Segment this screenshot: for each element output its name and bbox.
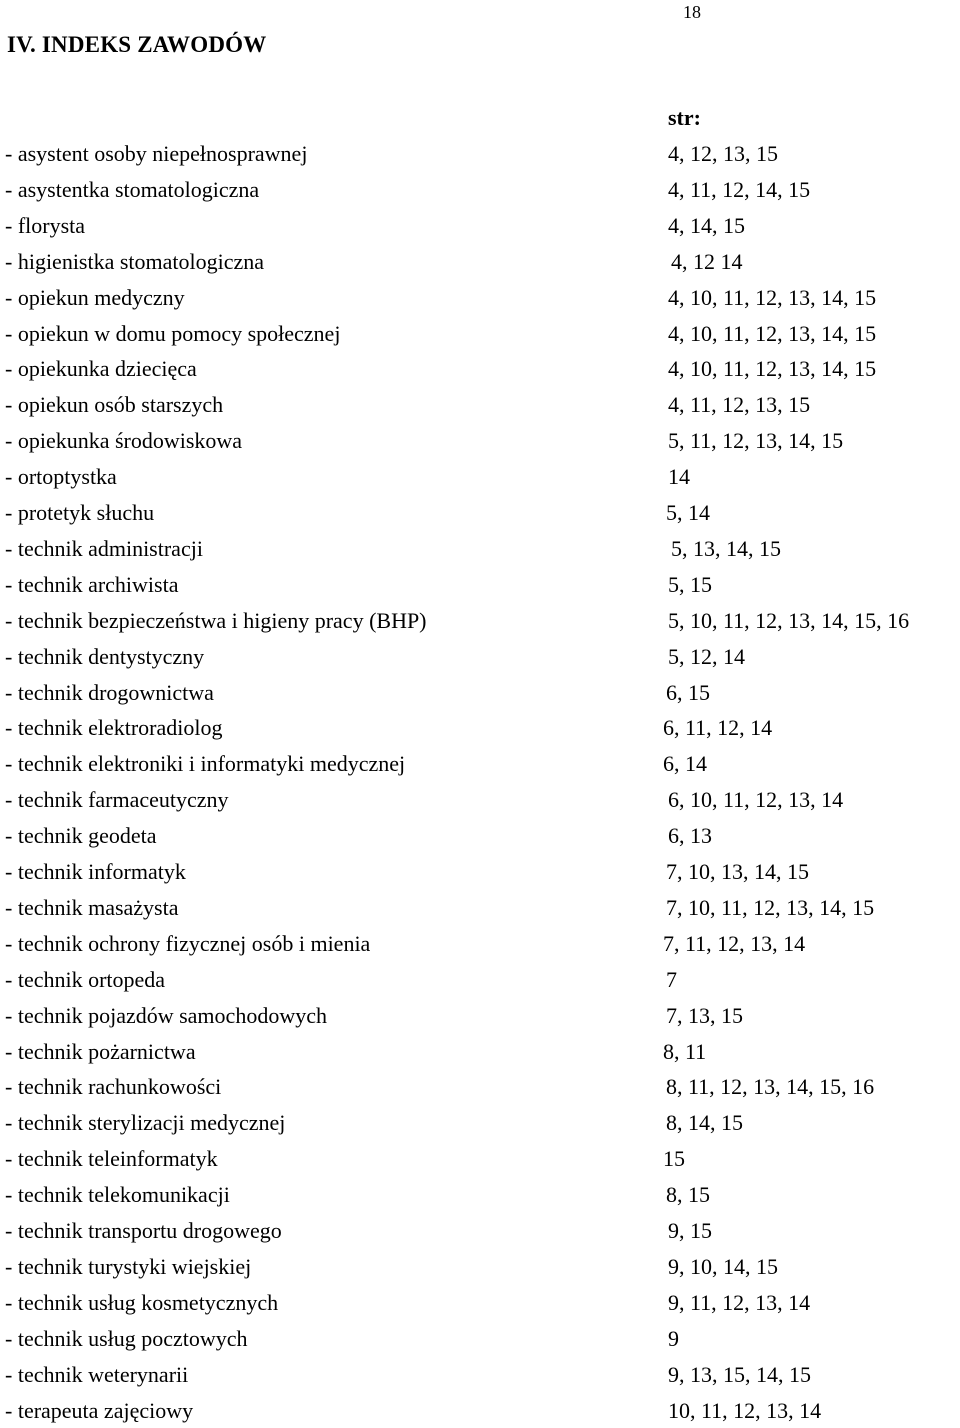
- occupation-name: - technik sterylizacji medycznej: [5, 1110, 286, 1135]
- occupation-name: - technik dentystyczny: [5, 644, 205, 669]
- occupation-pages: 9, 10, 14, 15: [668, 1254, 778, 1279]
- occupation-name: - technik rachunkowości: [5, 1074, 222, 1099]
- occupation-name: - technik archiwista: [5, 572, 179, 597]
- occupation-name: - technik farmaceutyczny: [5, 787, 229, 812]
- list-item: [0, 1394, 960, 1428]
- list-item: [0, 1286, 960, 1320]
- list-item: [0, 568, 960, 602]
- list-item: [0, 1035, 960, 1069]
- occupation-name: - opiekun medyczny: [5, 285, 185, 310]
- list-item: [0, 1070, 960, 1104]
- list-item: [0, 1358, 960, 1392]
- occupation-pages: 4, 11, 12, 13, 15: [668, 392, 811, 417]
- list-item: [0, 963, 960, 997]
- list-item: [0, 1178, 960, 1212]
- page-title: IV. INDEKS ZAWODÓW: [7, 32, 267, 57]
- list-item: [0, 819, 960, 853]
- occupation-pages: 4, 14, 15: [668, 213, 745, 238]
- occupation-pages: 5, 11, 12, 13, 14, 15: [668, 428, 844, 453]
- list-item: [0, 532, 960, 566]
- list-item: [0, 173, 960, 207]
- occupation-name: - technik transportu drogowego: [5, 1218, 282, 1243]
- list-item: [0, 783, 960, 817]
- occupation-pages: 7, 13, 15: [666, 1003, 743, 1028]
- list-item: [0, 1106, 960, 1140]
- occupation-name: - technik masażysta: [5, 895, 179, 920]
- page-number: 18: [683, 2, 701, 22]
- occupation-pages: 4, 10, 11, 12, 13, 14, 15: [668, 321, 877, 346]
- occupation-pages: 8, 11: [663, 1039, 707, 1064]
- occupation-name: - opiekun w domu pomocy społecznej: [5, 321, 341, 346]
- occupation-name: - technik drogownictwa: [5, 680, 214, 705]
- list-item: [0, 460, 960, 494]
- list-item: [0, 245, 960, 279]
- occupation-pages: 8, 15: [666, 1182, 710, 1207]
- occupation-pages: 5, 15: [668, 572, 712, 597]
- occupation-pages: 4, 10, 11, 12, 13, 14, 15: [668, 285, 877, 310]
- occupation-name: - technik pojazdów samochodowych: [5, 1003, 327, 1028]
- occupation-pages: 9, 13, 15, 14, 15: [668, 1362, 811, 1387]
- occupation-name: - technik telekomunikacji: [5, 1182, 230, 1207]
- list-item: [0, 137, 960, 171]
- list-item: [0, 1214, 960, 1248]
- occupation-pages: 8, 11, 12, 13, 14, 15, 16: [666, 1074, 875, 1099]
- occupation-name: - technik geodeta: [5, 823, 157, 848]
- occupation-pages: 5, 14: [666, 500, 710, 525]
- occupation-pages: 9, 11, 12, 13, 14: [668, 1290, 811, 1315]
- occupation-pages: 4, 11, 12, 14, 15: [668, 177, 811, 202]
- list-item: [0, 711, 960, 745]
- list-item: [0, 927, 960, 961]
- occupation-pages: 4, 12 14: [671, 249, 743, 274]
- occupation-pages: 5, 13, 14, 15: [671, 536, 781, 561]
- list-item: [0, 1250, 960, 1284]
- list-item: [0, 640, 960, 674]
- occupation-pages: 14: [668, 464, 690, 489]
- occupation-name: - higienistka stomatologiczna: [5, 249, 265, 274]
- occupation-name: - technik weterynarii: [5, 1362, 189, 1387]
- list-item: [0, 1322, 960, 1356]
- occupation-pages: 5, 12, 14: [668, 644, 745, 669]
- list-item: [0, 747, 960, 781]
- list-item: [0, 496, 960, 530]
- occupation-name: - technik turystyki wiejskiej: [5, 1254, 252, 1279]
- occupation-name: - technik elektroniki i informatyki medycznej: [5, 751, 406, 776]
- occupation-name: - technik teleinformatyk: [5, 1146, 218, 1171]
- occupation-name: - technik bezpieczeństwa i higieny pracy (BHP): [5, 608, 427, 633]
- occupation-pages: 7, 10, 13, 14, 15: [666, 859, 809, 884]
- occupation-name: - technik usług pocztowych: [5, 1326, 248, 1351]
- occupation-name: - asystentka stomatologiczna: [5, 177, 260, 202]
- list-item: [0, 676, 960, 710]
- list-item: [0, 209, 960, 243]
- occupation-pages: 4, 12, 13, 15: [668, 141, 778, 166]
- occupation-name: - technik ochrony fizycznej osób i mienia: [5, 931, 371, 956]
- occupation-name: - opiekun osób starszych: [5, 392, 224, 417]
- occupation-name: - opiekunka dziecięca: [5, 356, 197, 381]
- list-item: [0, 281, 960, 315]
- list-item: [0, 604, 960, 638]
- pages-column-header: str:: [668, 105, 701, 130]
- occupation-name: - technik administracji: [5, 536, 203, 561]
- occupation-pages: 5, 10, 11, 12, 13, 14, 15, 16: [668, 608, 910, 633]
- occupation-pages: 6, 14: [663, 751, 707, 776]
- list-item: [0, 352, 960, 386]
- occupation-name: - technik informatyk: [5, 859, 186, 884]
- occupation-pages: 6, 11, 12, 14: [663, 715, 773, 740]
- occupation-name: - terapeuta zajęciowy: [5, 1398, 194, 1423]
- occupation-pages: 6, 10, 11, 12, 13, 14: [668, 787, 844, 812]
- list-item: [0, 999, 960, 1033]
- list-item: [0, 855, 960, 889]
- occupation-pages: 6, 15: [666, 680, 710, 705]
- occupation-pages: 7, 10, 11, 12, 13, 14, 15: [666, 895, 875, 920]
- occupation-name: - protetyk słuchu: [5, 500, 155, 525]
- occupation-name: - asystent osoby niepełnosprawnej: [5, 141, 308, 166]
- occupation-pages: 9, 15: [668, 1218, 712, 1243]
- occupation-name: - technik pożarnictwa: [5, 1039, 196, 1064]
- occupation-pages: 4, 10, 11, 12, 13, 14, 15: [668, 356, 877, 381]
- list-item: [0, 1142, 960, 1176]
- occupation-pages: 7, 11, 12, 13, 14: [663, 931, 806, 956]
- occupation-pages: 6, 13: [668, 823, 712, 848]
- list-item: [0, 424, 960, 458]
- occupation-name: - technik elektroradiolog: [5, 715, 223, 740]
- occupation-name: - opiekunka środowiskowa: [5, 428, 243, 453]
- list-item: [0, 317, 960, 351]
- occupation-pages: 8, 14, 15: [666, 1110, 743, 1135]
- occupation-pages: 10, 11, 12, 13, 14: [668, 1398, 822, 1423]
- occupation-name: - technik ortopeda: [5, 967, 166, 992]
- occupation-name: - florysta: [5, 213, 86, 238]
- occupation-name: - ortoptystka: [5, 464, 117, 489]
- list-item: [0, 388, 960, 422]
- occupation-name: - technik usług kosmetycznych: [5, 1290, 279, 1315]
- list-item: [0, 891, 960, 925]
- occupation-pages: 7: [666, 967, 677, 992]
- occupation-pages: 9: [668, 1326, 679, 1351]
- occupation-pages: 15: [663, 1146, 685, 1171]
